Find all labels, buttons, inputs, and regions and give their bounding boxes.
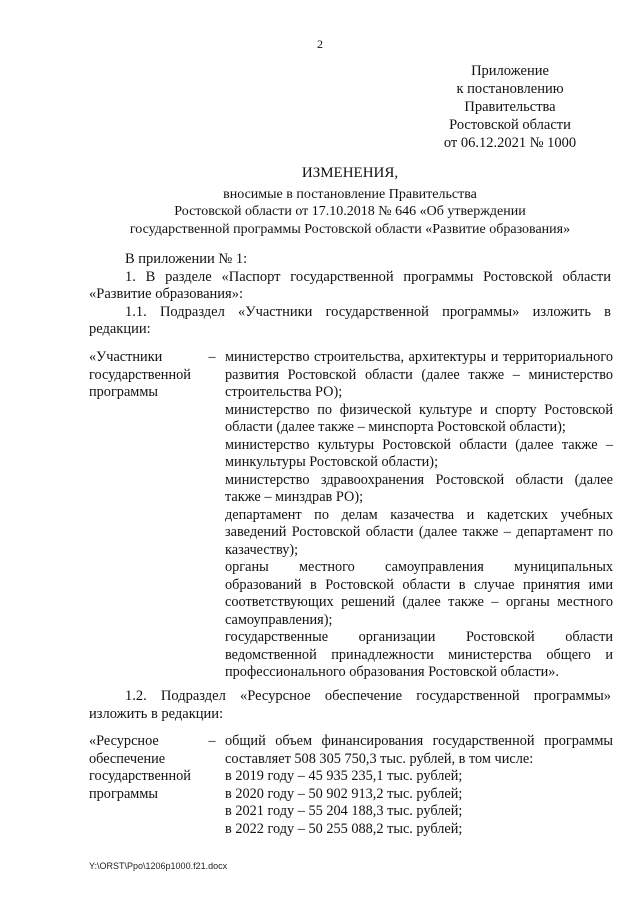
resource-item: в 2021 году – 55 204 188,3 тыс. рублей; [225,803,463,819]
resources-dash: – [208,733,216,749]
paragraph-section-1: 1. В разделе «Паспорт государственной программы Ростовской области «Развитие образования»: [89,268,611,302]
title-line: Ростовской области от 17.10.2018 № 646 «Об утверждении [174,204,526,219]
title-heading: ИЗМЕНЕНИЯ, [301,165,399,181]
appendix-line: Ростовской области [449,117,571,133]
body-text [89,251,611,339]
title-line: вносимые в постановление Правительства [223,186,477,202]
appendix-block [405,62,615,152]
appendix-line: Правительства [464,99,556,115]
appendix-line: от 06.12.2021 № 1000 [443,135,577,151]
paragraph-intro: В приложении № 1: [125,251,248,267]
participant-item: министерство по физической культуре и спорту Ростовской области (далее также – минспорта Ростовской области); [225,401,613,435]
participants-table [89,349,613,682]
paragraph-subsection-1-1: 1.1. Подраздел «Участники государственной программы» изложить в редакции: [89,303,611,337]
participants-label: «Участники государственной программы [89,349,191,400]
appendix-line: Приложение [471,63,549,79]
resources-label: «Ресурсное обеспечение государственной программы [89,733,191,802]
resource-item: общий объем финансирования государственной программы составляет 508 305 750,3 тыс. рублей, в том числе: [225,733,613,767]
file-path-footer: Y:\ORST\Ppo\1206p1000.f21.docx [89,861,228,871]
participant-item: органы местного самоуправления муниципальных образований в Ростовской области в случае принятия ими соответствующих решений (далее также – органы местного самоуправления); [225,559,613,628]
resources-list [225,733,613,838]
body-text-2 [89,688,611,723]
paragraph-subsection-1-2: 1.2. Подраздел «Ресурсное обеспечение государственной программы» изложить в редакции: [89,688,611,722]
document-title [70,165,630,238]
participant-item: департамент по делам казачества и кадетских учебных заведений Ростовской области (далее также – департамент по казачеству); [225,506,613,558]
participants-list [225,349,613,682]
participants-dash: – [208,349,216,365]
title-line: государственной программы Ростовской области «Развитие образования» [129,221,571,237]
participant-item: министерство строительства, архитектуры и территориального развития Ростовской области (далее также – министерство строительства РО); [225,349,613,400]
resource-item: в 2022 году – 50 255 088,2 тыс. рублей; [225,820,463,837]
resource-item: в 2019 году – 45 935 235,1 тыс. рублей; [225,768,463,784]
page-number: 2 [317,37,323,51]
participant-item: государственные организации Ростовской области ведомственной принадлежности министерства общего и профессионального образования Ростовской области». [225,629,613,680]
appendix-line: к постановлению [456,81,564,97]
resource-item: в 2020 году – 50 902 913,2 тыс. рублей; [225,785,463,802]
participant-item: министерство культуры Ростовской области (далее также – минкультуры Ростовской области); [225,436,613,470]
participant-item: министерство здравоохранения Ростовской области (далее также – минздрав РО); [225,471,613,505]
resources-table [89,733,613,838]
